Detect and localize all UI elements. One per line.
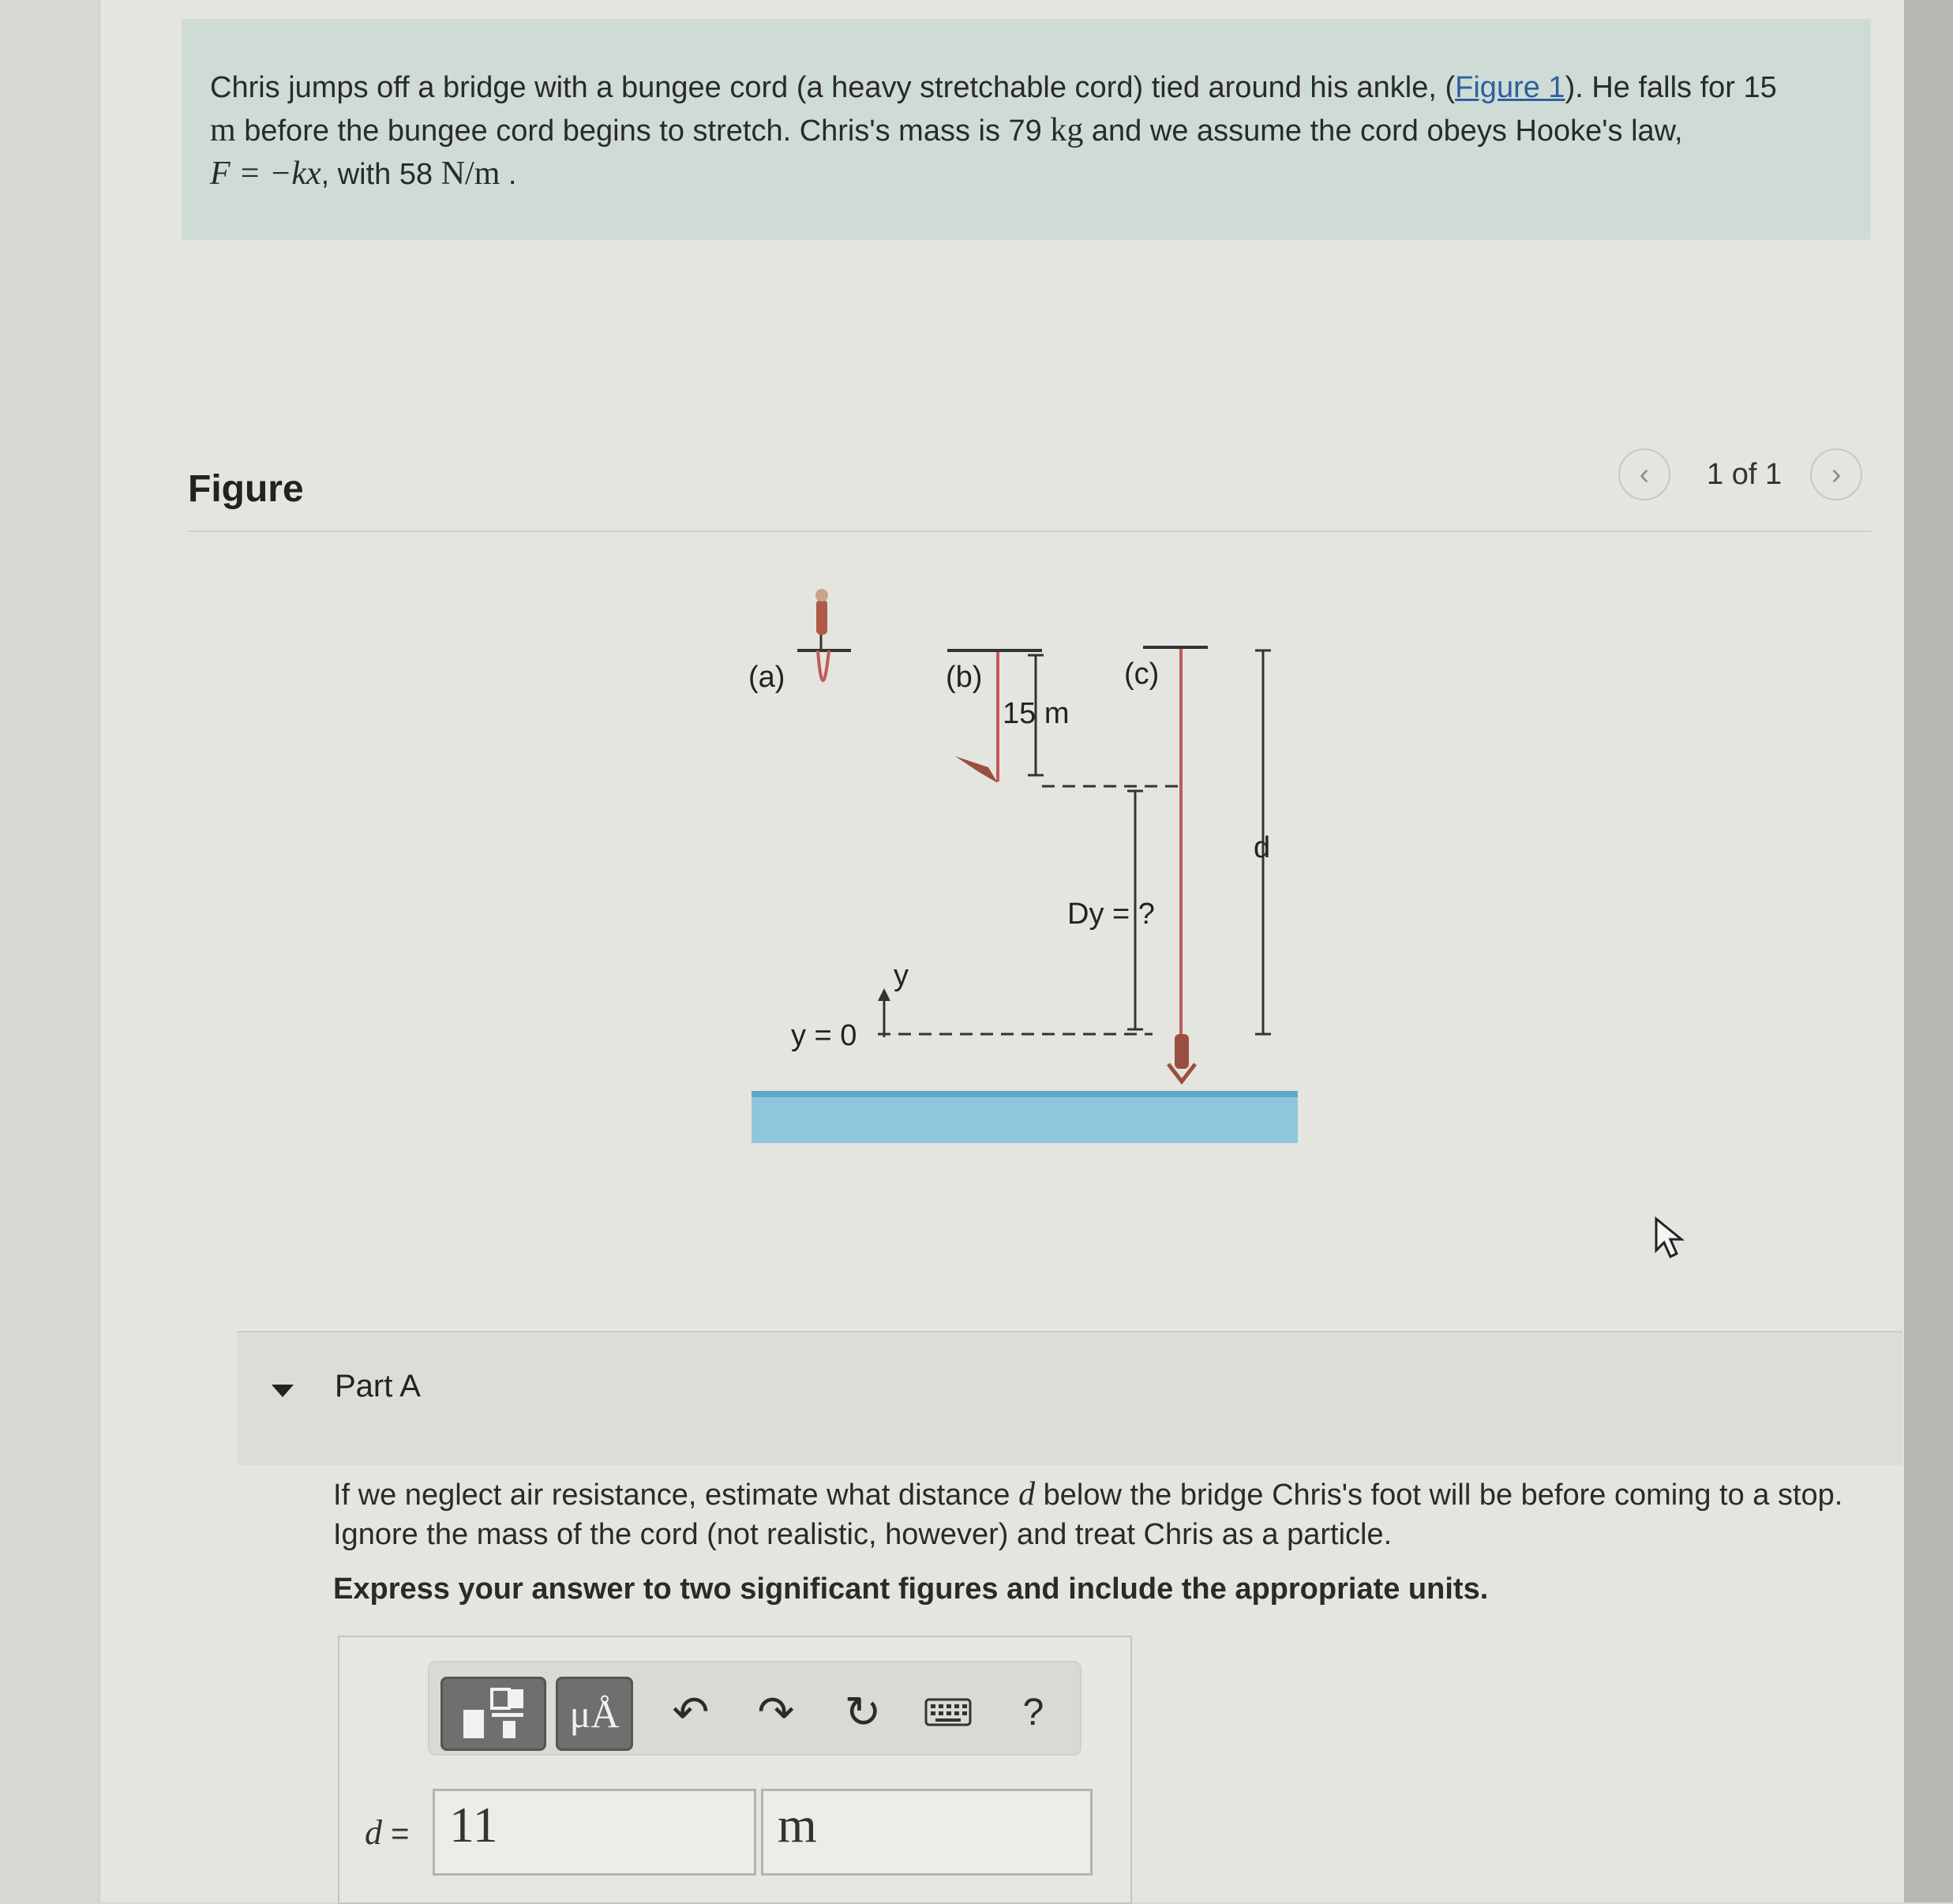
y-axis-arrow bbox=[878, 988, 890, 1001]
instruction-text: Express your answer to two significant figures and include the appropriate units. bbox=[333, 1572, 1489, 1606]
person-a-head bbox=[815, 589, 828, 602]
chevron-right-icon[interactable]: › bbox=[1810, 448, 1862, 500]
templates-icon[interactable] bbox=[440, 1677, 546, 1751]
chevron-left-icon[interactable]: ‹ bbox=[1618, 448, 1670, 500]
label-dy: Dy = ? bbox=[1067, 898, 1155, 931]
label-y-zero: y = 0 bbox=[791, 1019, 857, 1052]
part-a-header[interactable] bbox=[237, 1331, 1902, 1465]
units-button[interactable]: μÅ bbox=[556, 1677, 633, 1751]
problem-text: ). He falls for 15 bbox=[1565, 71, 1777, 104]
label-b: (b) bbox=[946, 661, 983, 694]
label-y-axis: y bbox=[894, 959, 909, 992]
cord-a bbox=[818, 650, 829, 680]
problem-text: Chris jumps off a bridge with a bungee cord (a heavy stretchable cord) tied around his ankle, ( bbox=[210, 71, 1456, 104]
help-button[interactable]: ? bbox=[1022, 1691, 1044, 1733]
scrollbar[interactable] bbox=[1904, 0, 1953, 1902]
divider bbox=[188, 530, 1871, 532]
bungee-figure bbox=[710, 568, 1326, 1168]
label-c: (c) bbox=[1124, 658, 1160, 691]
label-a: (a) bbox=[748, 661, 785, 694]
hookes-law-formula: F = −kx bbox=[210, 156, 321, 192]
person-b bbox=[955, 756, 998, 783]
mouse-cursor-icon bbox=[1653, 1216, 1685, 1260]
unit-kilograms: kg bbox=[1050, 112, 1084, 148]
label-d: d bbox=[1254, 831, 1271, 864]
water-shine bbox=[752, 1091, 1298, 1097]
value-input[interactable]: 11 bbox=[433, 1789, 756, 1876]
figure-title: Figure bbox=[188, 468, 304, 510]
math-toolbar bbox=[428, 1661, 1081, 1756]
person-a bbox=[816, 600, 827, 635]
part-label: Part A bbox=[335, 1369, 421, 1404]
question-text: If we neglect air resistance, estimate what distance d below the bridge Chris's foot will be before coming to a stop. Ignore the mass of the cord (not realistic, however) and treat Chris as a particle. bbox=[333, 1476, 1843, 1551]
redo-icon[interactable]: ↷ bbox=[757, 1687, 795, 1737]
unit-meters: m bbox=[210, 112, 236, 148]
answer-label: d = bbox=[365, 1813, 410, 1852]
problem-text: . bbox=[500, 158, 517, 191]
undo-icon[interactable]: ↶ bbox=[672, 1687, 710, 1737]
problem-text: before the bungee cord begins to stretch. Chris's mass is 79 bbox=[235, 114, 1051, 148]
units-input[interactable]: m bbox=[761, 1789, 1093, 1876]
variable-d: d bbox=[1018, 1476, 1036, 1512]
figure-link[interactable]: Figure 1 bbox=[1455, 71, 1565, 104]
problem-text: , with 58 bbox=[321, 158, 441, 191]
page-count: 1 of 1 bbox=[1707, 457, 1782, 491]
person-c bbox=[1175, 1034, 1189, 1069]
label-fall: 15 m bbox=[1003, 697, 1070, 730]
caret-down-icon[interactable] bbox=[272, 1385, 294, 1397]
unit-newtons-per-meter: N/m bbox=[440, 156, 500, 192]
problem-statement bbox=[182, 19, 1871, 240]
answer-box bbox=[338, 1636, 1132, 1904]
reset-icon[interactable]: ↻ bbox=[844, 1687, 882, 1737]
figure-pager bbox=[1618, 447, 1862, 502]
keyboard-icon[interactable] bbox=[920, 1685, 976, 1740]
water-surface bbox=[752, 1091, 1298, 1143]
problem-text: and we assume the cord obeys Hooke's law, bbox=[1083, 114, 1683, 148]
